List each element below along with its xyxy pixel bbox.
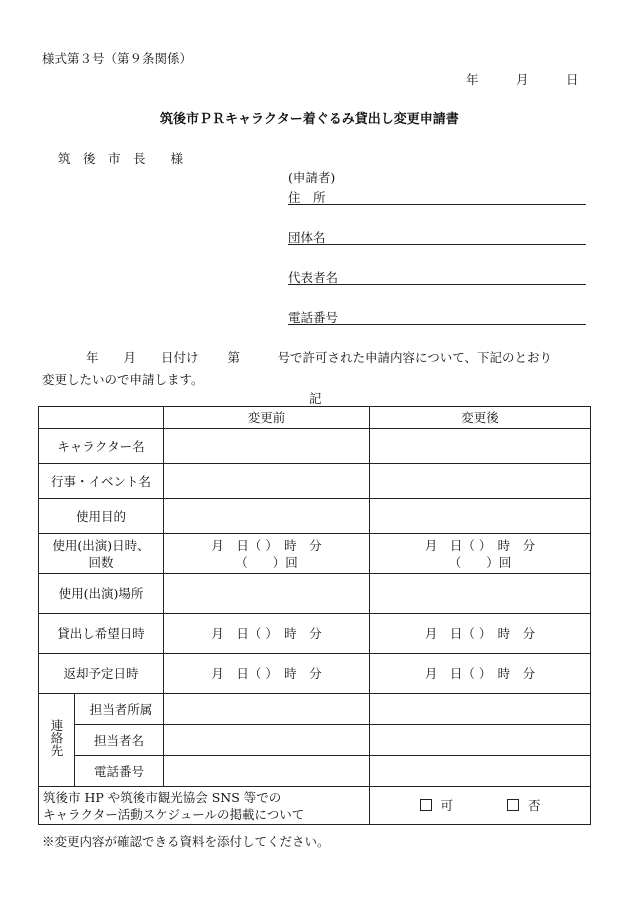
publish-options: [370, 787, 591, 825]
name-after[interactable]: [370, 725, 591, 756]
corner-cell: [39, 407, 164, 429]
event-before[interactable]: [164, 464, 370, 499]
body-line-1: 年 月 日付け 第 号で許可された申請内容について、下記のとおり: [86, 350, 552, 365]
phone-label: 電話番号: [288, 310, 339, 325]
change-table: [38, 406, 591, 825]
ki-label: 記: [309, 391, 322, 406]
place-after[interactable]: [370, 574, 591, 614]
applicant-heading: (申請者): [288, 170, 336, 185]
footnote: ※変更内容が確認できる資料を添付してください。: [42, 834, 330, 849]
dept-after[interactable]: [370, 694, 591, 725]
name-before[interactable]: [164, 725, 370, 756]
return-after[interactable]: 月 日（ ） 時 分: [370, 654, 591, 694]
datetime-label: [39, 534, 164, 574]
event-after[interactable]: [370, 464, 591, 499]
lend-label: 貸出し希望日時: [39, 614, 164, 654]
address-label: 住 所: [288, 190, 326, 205]
representative-label: 代表者名: [288, 270, 339, 285]
form-number: 様式第３号（第９条関係）: [42, 51, 193, 66]
purpose-label: 使用目的: [39, 499, 164, 534]
dept-label: 担当者所属: [75, 694, 164, 725]
contact-group-text: 連絡先: [49, 719, 64, 757]
lend-before[interactable]: 月 日（ ） 時 分: [164, 614, 370, 654]
return-before[interactable]: 月 日（ ） 時 分: [164, 654, 370, 694]
datetime-after-fmt: 月 日（ ） 時 分: [424, 537, 536, 553]
address-field[interactable]: [288, 188, 586, 205]
opt-no-label: 否: [527, 798, 541, 813]
purpose-before[interactable]: [164, 499, 370, 534]
representative-field[interactable]: [288, 268, 586, 285]
opt-yes-checkbox[interactable]: [420, 798, 454, 813]
group-label: 団体名: [288, 230, 326, 245]
lend-after[interactable]: 月 日（ ） 時 分: [370, 614, 591, 654]
publish-label-l2: キャラクター活動スケジュールの掲載について: [43, 806, 305, 822]
place-label: 使用(出演)場所: [39, 574, 164, 614]
event-label: 行事・イベント名: [39, 464, 164, 499]
date-line: 年 月 日: [466, 72, 579, 87]
col-before: 変更前: [164, 407, 370, 429]
datetime-after[interactable]: [370, 534, 591, 574]
opt-no-checkbox[interactable]: [507, 798, 541, 813]
dept-before[interactable]: [164, 694, 370, 725]
count-after-fmt: （ ）回: [448, 554, 512, 570]
name-label: 担当者名: [75, 725, 164, 756]
return-label: 返却予定日時: [39, 654, 164, 694]
count-before-fmt: （ ）回: [235, 554, 298, 570]
datetime-before[interactable]: [164, 534, 370, 574]
datetime-label-l2: 回数: [88, 554, 114, 570]
opt-yes-label: 可: [440, 798, 454, 813]
place-before[interactable]: [164, 574, 370, 614]
addressee: 筑 後 市 長 様: [58, 151, 184, 166]
contact-group-label: [39, 694, 75, 787]
publish-label: [39, 787, 370, 825]
contact-phone-label: 電話番号: [75, 756, 164, 787]
character-label: キャラクター名: [39, 429, 164, 464]
datetime-label-l1: 使用(出演)日時、: [52, 537, 150, 553]
contact-phone-after[interactable]: [370, 756, 591, 787]
datetime-before-fmt: 月 日（ ） 時 分: [211, 537, 322, 553]
group-field[interactable]: [288, 228, 586, 245]
character-before[interactable]: [164, 429, 370, 464]
phone-field[interactable]: [288, 308, 586, 325]
publish-label-l1: 筑後市 HP や筑後市観光協会 SNS 等での: [43, 789, 282, 805]
purpose-after[interactable]: [370, 499, 591, 534]
checkbox-icon: [507, 799, 519, 811]
checkbox-icon: [420, 799, 432, 811]
page-title: 筑後市ＰＲキャラクター着ぐるみ貸出し変更申請書: [160, 112, 459, 127]
character-after[interactable]: [370, 429, 591, 464]
body-line-2: 変更したいので申請します。: [42, 372, 204, 387]
contact-phone-before[interactable]: [164, 756, 370, 787]
col-after: 変更後: [370, 407, 591, 429]
